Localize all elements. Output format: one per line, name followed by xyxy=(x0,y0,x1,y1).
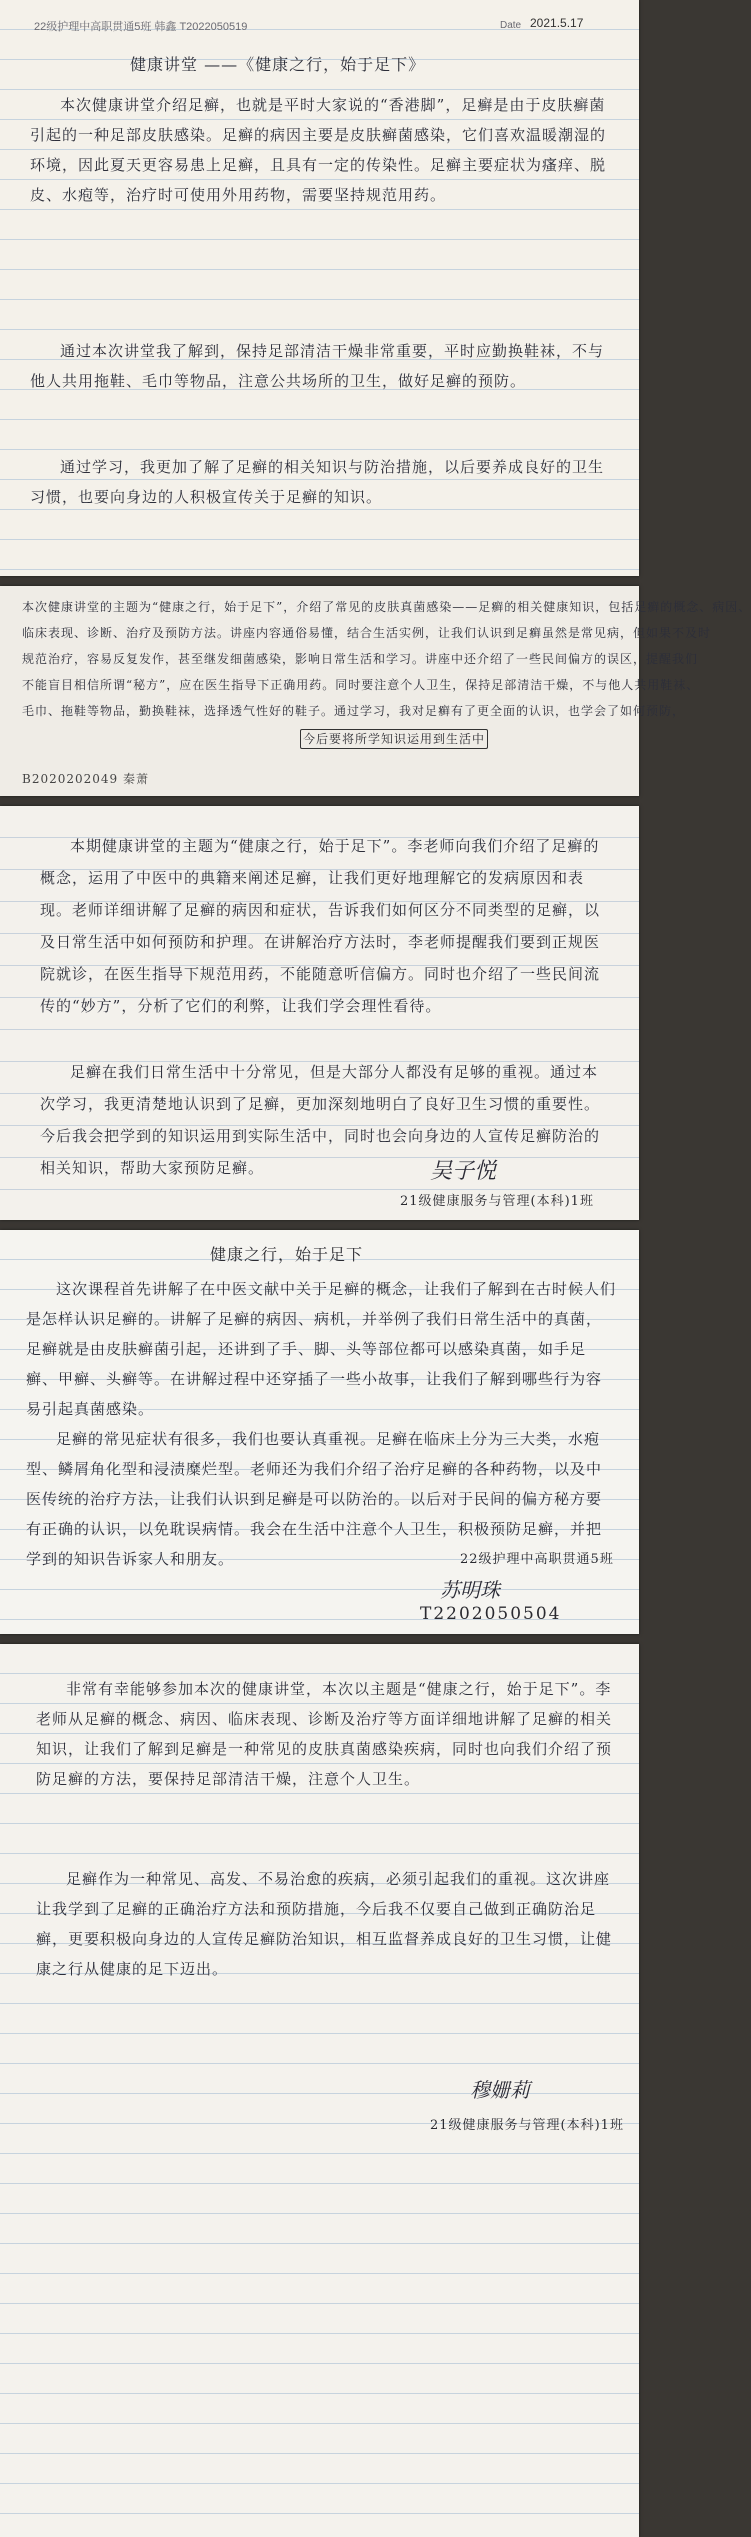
text-line: 不能盲目相信所谓“秘方”，应在医生指导下正确用药。同时要注意个人卫生，保持足部清洁干燥，不与他人共用鞋袜、 xyxy=(22,678,700,692)
class-line: 22级护理中高职贯通5班 xyxy=(460,1552,614,1567)
text-line: 毛巾、拖鞋等物品，勤换鞋袜，选择透气性好的鞋子。通过学习，我对足癣有了更全面的认识，也学会了如何预防， xyxy=(22,704,686,718)
paragraph: 这次课程首先讲解了在中医文献中关于足癣的概念，让我们了解到在古时候人们是怎样认识足癣的。讲解了足癣的病因、病机，并举例了我们日常生活中的真菌，足癣就是由皮肤癣菌引起，还讲到了手、脚、头等部位都可以感染真菌，如手足癣、甲癣、头癣等。在讲解过程中还穿插了一些小故事，让我们了解到哪些行为容易引起真菌感染。 xyxy=(26,1280,617,1418)
paragraph: 通过学习，我更加了解了足癣的相关知识与防治措施，以后要养成良好的卫生习惯，也要向身边的人积极宣传关于足癣的知识。 xyxy=(30,458,605,506)
signature: 吴子悦 xyxy=(430,1159,497,1184)
date-label: Date xyxy=(500,20,522,31)
text-line: 规范治疗，容易反复发作，甚至继发细菌感染，影响日常生活和学习。讲座中还介绍了一些民间偏方的误区，提醒我们 xyxy=(22,652,699,666)
paragraph: 足癣作为一种常见、高发、不易治愈的疾病，必须引起我们的重视。这次讲座让我学到了足癣的正确治疗方法和预防措施，今后我不仅要自己做到正确防治足癣，更要积极向身边的人宣传足癣防治知识，相互监督养成良好的卫生习惯，让健康之行从健康的足下迈出。 xyxy=(36,1870,613,1978)
page-header-student: 22级护理中高职贯通5班 韩鑫 T2022050519 xyxy=(34,21,248,33)
student-id: T2202050504 xyxy=(420,1604,562,1624)
text-line: 临床表现、诊断、治疗及预防方法。讲座内容通俗易懂，结合生活实例，让我们认识到足癣虽然是常见病，但如果不及时 xyxy=(22,626,712,640)
paragraph: 足癣在我们日常生活中十分常见，但是大部分人都没有足够的重视。通过本次学习，我更清楚地认识到了足癣，更加深刻地明白了良好卫生习惯的重要性。今后我会把学到的知识运用到实际生活中，同时也会向身边的人宣传足癣防治的相关知识，帮助大家预防足癣。 xyxy=(40,1063,601,1177)
notebook-page-1 xyxy=(0,0,639,576)
signature: 苏明珠 xyxy=(440,1578,500,1602)
paragraph: 本次健康讲堂介绍足癣，也就是平时大家说的“香港脚”，足癣是由于皮肤癣菌引起的一种足部皮肤感染。足癣的病因主要是皮肤癣菌感染，它们喜欢温暖潮湿的环境，因此夏天更容易患上足癣，且具有一定的传染性。足癣主要症状为瘙痒、脱皮、水疱等，治疗时可使用外用药物，需要坚持规范用药。 xyxy=(30,96,607,204)
paragraph: 本期健康讲堂的主题为“健康之行，始于足下”。李老师向我们介绍了足癣的概念，运用了中医中的典籍来阐述足癣，让我们更好地理解它的发病原因和表现。老师详细讲解了足癣的病因和症状，告诉我们如何区分不同类型的足癣，以及日常生活中如何预防和护理。在讲解治疗方法时，李老师提醒我们要到正规医院就诊，在医生指导下规范用药，不能随意听信偏方。同时也介绍了一些民间流传的“妙方”，分析了它们的利弊，让我们学会理性看待。 xyxy=(40,837,601,1015)
notebook-page-5 xyxy=(0,1644,639,2537)
paragraph: 通过本次讲堂我了解到，保持足部清洁干燥非常重要，平时应勤换鞋袜，不与他人共用拖鞋、毛巾等物品，注意公共场所的卫生，做好足癣的预防。 xyxy=(30,342,605,390)
signature: 穆姗莉 xyxy=(470,2078,530,2102)
notebook-page-3 xyxy=(0,806,639,1220)
date-value: 2021.5.17 xyxy=(530,16,584,30)
class-line: 21级健康服务与管理(本科)1班 xyxy=(430,2118,624,2133)
paragraph: 足癣的常见症状有很多，我们也要认真重视。足癣在临床上分为三大类，水疱型、鳞屑角化型和浸渍糜烂型。老师还为我们介绍了治疗足癣的各种药物，以及中医传统的治疗方法，让我们认识到足癣是可以防治的。以后对于民间的偏方秘方要有正确的认识，以免耽误病情。我会在生活中注意个人卫生，积极预防足癣，并把学到的知识告诉家人和朋友。 xyxy=(26,1430,603,1568)
class-line: 21级健康服务与管理(本科)1班 xyxy=(400,1194,594,1209)
student-id-line: B2020202049 秦萧 xyxy=(22,772,149,786)
paragraph: 非常有幸能够参加本次的健康讲堂，本次以主题是“健康之行，始于足下”。李老师从足癣的概念、病因、临床表现、诊断及治疗等方面详细地讲解了足癣的相关知识，让我们了解到足癣是一种常见的皮肤真菌感染疾病，同时也向我们介绍了预防足癣的方法，要保持足部清洁干燥，注意个人卫生。 xyxy=(36,1680,613,1788)
text-line: 本次健康讲堂的主题为“健康之行，始于足下”，介绍了常见的皮肤真菌感染——足癣的相关健康知识，包括足癣的概念、病因、 xyxy=(22,600,751,614)
notebook-page-4 xyxy=(0,1230,639,1634)
boxed-text: 今后要将所学知识运用到生活中 xyxy=(300,729,488,749)
page-title: 健康之行，始于足下 xyxy=(210,1245,364,1264)
notebook-page-2 xyxy=(0,586,751,796)
page-title: 健康讲堂 ——《健康之行，始于足下》 xyxy=(130,55,426,74)
